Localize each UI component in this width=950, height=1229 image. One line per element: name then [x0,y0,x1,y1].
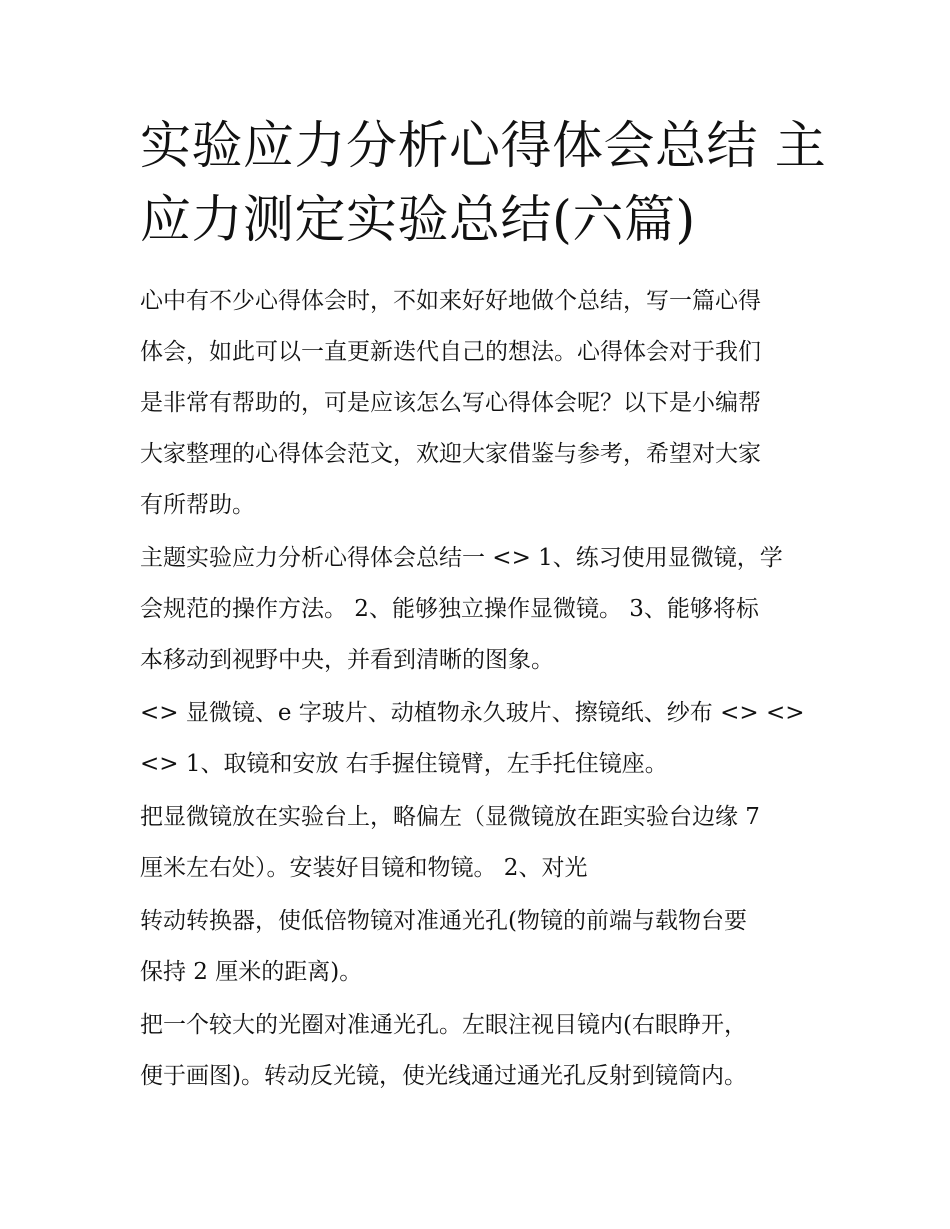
text-line: 把显微镜放在实验台上，略偏左（显微镜放在距实验台边缘 7 [140,804,760,830]
paragraph-converter [140,896,830,998]
text-line: 体会，如此可以一直更新迭代自己的想法。心得体会对于我们 [140,339,761,365]
paragraph-placement [140,792,830,894]
paragraph-intro [140,276,830,531]
text-line: 会规范的操作方法。 2、能够独立操作显微镜。 3、能够将标 [140,596,759,622]
paragraph-materials [140,688,830,790]
text-line: 把一个较大的光圈对准通光孔。左眼注视目镜内(右眼睁开， [140,1012,747,1038]
text-line: 厘米左右处）。安装好目镜和物镜。 2、对光 [140,855,588,881]
text-line: 主题实验应力分析心得体会总结一 <> 1、练习使用显微镜，学 [140,545,783,571]
text-line: <> 1、取镜和安放 右手握住镜臂，左手托住镜座。 [140,751,668,777]
text-line: 保持 2 厘米的距离)。 [140,959,363,985]
text-line: 是非常有帮助的，可是应该怎么写心得体会呢？以下是小编帮 [140,390,761,416]
paragraph-aperture [140,1000,830,1102]
paragraph-topic-one [140,533,830,686]
document-body [140,276,830,1104]
text-line: 大家整理的心得体会范文，欢迎大家借鉴与参考，希望对大家 [140,441,761,467]
text-line: <> 显微镜、e 字玻片、动植物永久玻片、擦镜纸、纱布 <> <> [140,700,805,726]
text-line: 转动转换器，使低倍物镜对准通光孔(物镜的前端与载物台要 [140,908,747,934]
text-line: 便于画图)。转动反光镜，使光线通过通光孔反射到镜筒内。 [140,1063,747,1089]
text-line: 心中有不少心得体会时，不如来好好地做个总结，写一篇心得 [140,288,761,314]
text-line: 本移动到视野中央，并看到清晰的图象。 [140,647,554,673]
text-line: 有所帮助。 [140,492,255,518]
title-line: 应力测定实验总结(六篇) [140,191,696,250]
document-title [140,110,827,258]
title-line: 实验应力分析心得体会总结 主 [140,117,827,176]
